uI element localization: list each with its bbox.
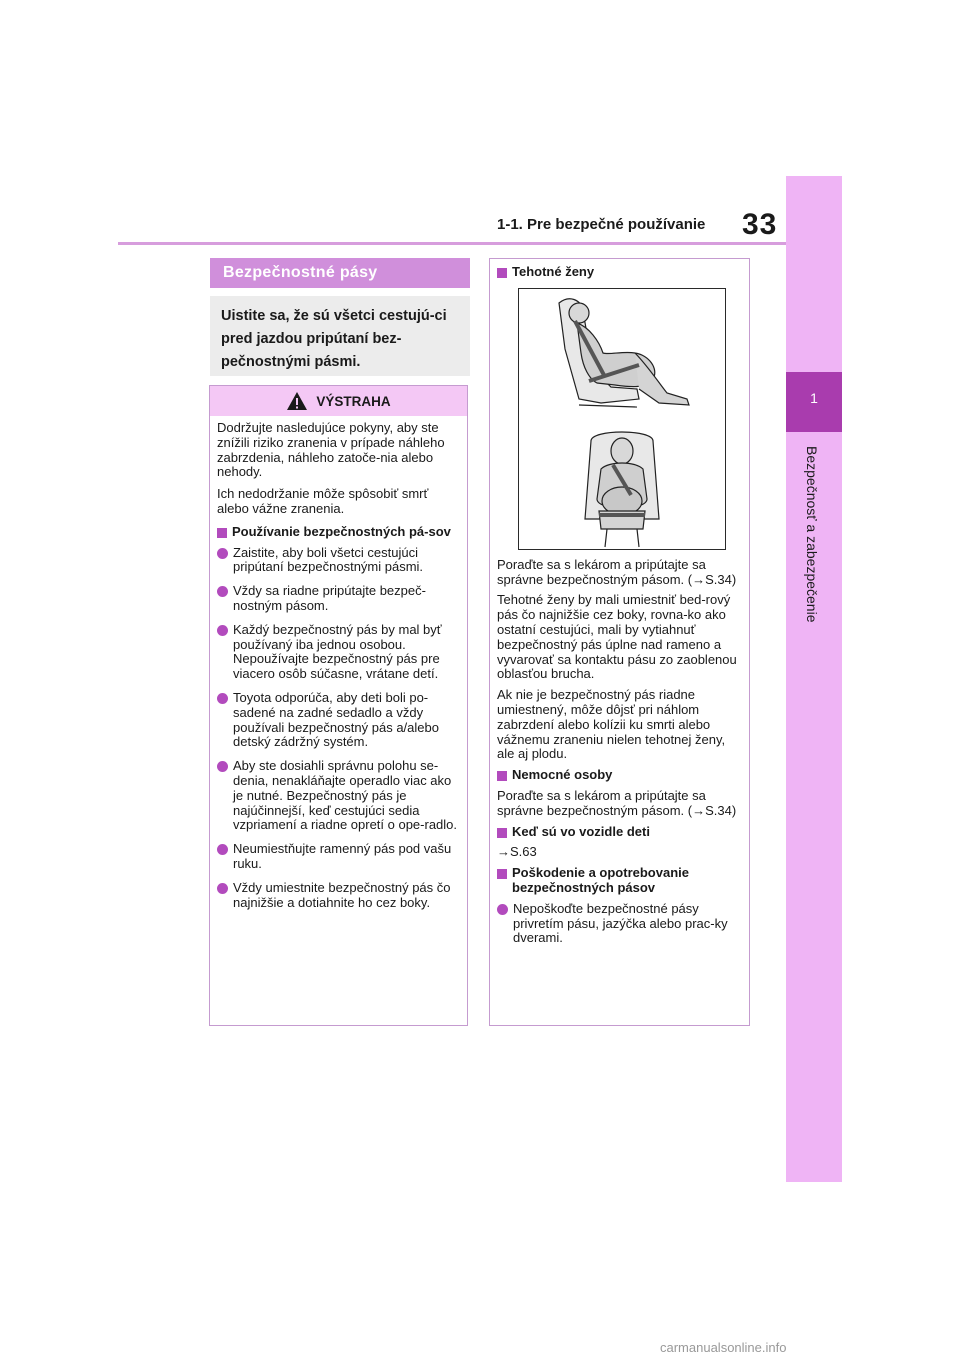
warning-bullet-text: Zaistite, aby boli všetci cestujúci pripútaní bezpečnostnými pásmi. [233, 544, 424, 575]
warning-bullet-text: Aby ste dosiahli správnu polohu se-denia, nenakláňajte operadlo viac ako je nutné. Bezpečnostný pás je najúčinnejší, keď cestujúci sedia vzpriamení a riadne opretí o ope-radlo. [233, 758, 458, 833]
chapter-label: Bezpečnosť a zabezpečenie [804, 446, 820, 623]
warning-bullet [217, 842, 459, 872]
round-bullet-icon [497, 904, 508, 915]
round-bullet-icon [217, 844, 228, 855]
right-content-box [489, 258, 750, 1026]
illustration-drawing [519, 289, 725, 549]
damage-bullet-text: Nepoškoďte bezpečnostné pásy privretím pásu, jazýčka alebo prac-ky dverami. [513, 900, 728, 946]
intro-box: Uistite sa, že sú všetci cestujú-ci pred jazdou pripútaní bez-pečnostnými pásmi. [210, 296, 470, 376]
warning-header [210, 386, 467, 416]
damage-bullet [497, 902, 741, 946]
page-number: 33 [742, 208, 778, 241]
watermark: carmanualsonline.info [660, 1340, 787, 1355]
damage-heading-text: Poškodenie a opotrebovanie bezpečnostných pásov [512, 865, 689, 895]
square-bullet-icon [497, 771, 507, 781]
header-rule [118, 242, 786, 245]
section-heading: Bezpečnostné pásy [210, 258, 470, 288]
ill-heading-text: Nemocné osoby [512, 767, 613, 783]
ill-paragraph: Poraďte sa s lekárom a pripútajte sa správne bezpečnostným pásom. (→S.34) [497, 787, 737, 818]
warning-bullet [217, 584, 459, 614]
children-reference: →S.63 [497, 844, 537, 860]
warning-triangle-icon [286, 391, 308, 411]
square-bullet-icon [497, 828, 507, 838]
round-bullet-icon [217, 548, 228, 559]
side-tab-strip [786, 176, 842, 1182]
pregnant-woman-seatbelt-illustration [518, 288, 726, 550]
children-heading [497, 825, 741, 840]
warning-bullet [217, 759, 459, 833]
warning-bullet [217, 881, 459, 911]
pregnant-heading-text: Tehotné ženy [512, 264, 595, 279]
pregnant-paragraph-1: Poraďte sa s lekárom a pripútajte sa správne bezpečnostným pásom. (→S.34) [497, 556, 737, 587]
warning-bullet-text: Vždy umiestnite bezpečnostný pás čo najnižšie a dotiahnite ho cez boky. [233, 879, 451, 910]
warning-intro-1: Dodržujte nasledujúce pokyny, aby ste znížili riziko zranenia v prípade náhleho zabrzdenia, náhleho zatoče-nia alebo nehody. [217, 420, 445, 480]
damage-heading [497, 866, 741, 896]
round-bullet-icon [217, 693, 228, 704]
warning-subheading [217, 525, 459, 540]
square-bullet-icon [217, 528, 227, 538]
pregnant-heading [497, 265, 741, 280]
warning-intro-2: Ich nedodržanie môže spôsobiť smrť alebo vážne zranenia. [217, 486, 429, 516]
pregnant-paragraph-3: Ak nie je bezpečnostný pás riadne umiestnený, môže dôjsť pri náhlom zabrzdení alebo kolízii ku smrti alebo vážnemu zraneniu nielen tehotnej ženy, ale aj plodu. [497, 687, 726, 762]
warning-bullet-text: Toyota odporúča, aby deti boli po-sadené na zadné sedadlo a vždy používali bezpečnostný pás a/alebo detský zádržný systém. [233, 689, 439, 750]
warning-title: VÝSTRAHA [316, 393, 391, 409]
square-bullet-icon [497, 869, 507, 879]
ill-heading [497, 768, 741, 783]
warning-box [209, 385, 468, 1026]
warning-bullet-text: Neumiestňujte ramenný pás pod vašu ruku. [233, 841, 452, 871]
warning-subheading-text: Používanie bezpečnostných pá-sov [232, 523, 451, 539]
pregnant-paragraph-2: Tehotné ženy by mali umiestniť bed-rový pás čo najnižšie cez boky, rovna-ko ako ostatní cestujúci, mali by vytiahnuť bezpečnostný pás úplne nad rameno a vyvarovať sa kontaktu pásu zo zaoblenou oblasťou brucha. [497, 592, 737, 682]
chapter-number: 1 [810, 390, 818, 406]
warning-body [210, 416, 467, 910]
square-bullet-icon [497, 268, 507, 278]
children-heading-text: Keď sú vo vozidle deti [512, 823, 650, 839]
warning-bullet-text: Každý bezpečnostný pás by mal byť používaný iba jednou osobou. Nepoužívajte bezpečnostný pás pre viacero osôb súčasne, vrátane detí. [233, 621, 442, 682]
round-bullet-icon [217, 883, 228, 894]
round-bullet-icon [217, 586, 228, 597]
section-title: 1-1. Pre bezpečné používanie [497, 216, 706, 233]
warning-bullet-text: Vždy sa riadne pripútajte bezpeč-nostným pásom. [233, 583, 426, 613]
warning-bullet [217, 546, 459, 576]
round-bullet-icon [217, 761, 228, 772]
round-bullet-icon [217, 625, 228, 636]
warning-bullet [217, 623, 459, 682]
warning-bullet [217, 691, 459, 750]
